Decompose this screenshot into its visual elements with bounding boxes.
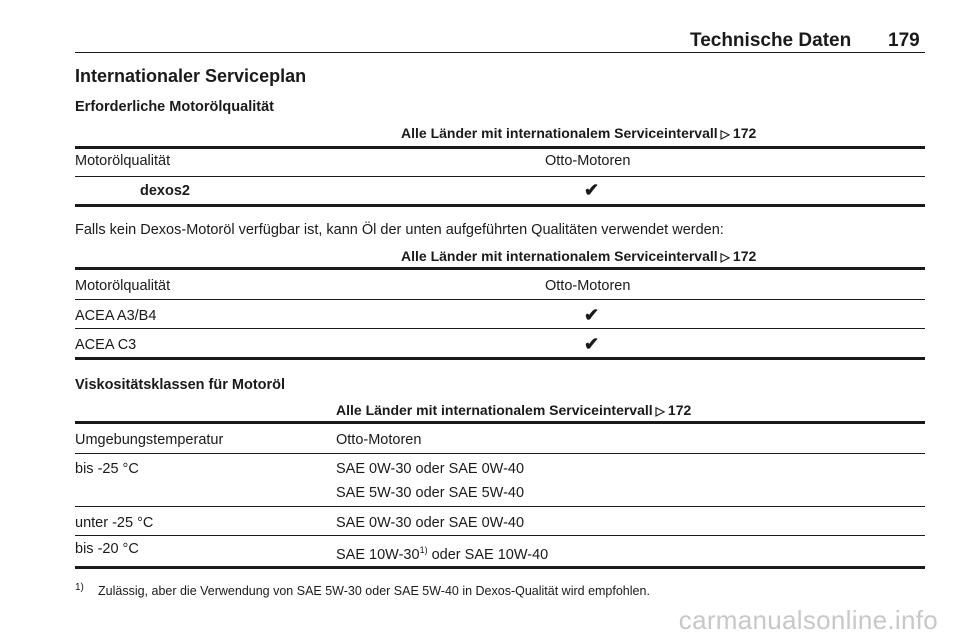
reference-arrow-icon[interactable]: ▷ <box>720 127 730 141</box>
page-header-title: Technische Daten <box>690 30 852 51</box>
fallback-note: Falls kein Dexos-Motoröl verfügbar ist, kann Öl der unten aufgeführten Qualitäten verwendet werden: <box>75 222 724 238</box>
reference-arrow-icon[interactable]: ▷ <box>655 404 665 418</box>
section-title: Internationaler Serviceplan <box>75 66 307 86</box>
table1-row-name: dexos2 <box>140 183 190 199</box>
table3-col1-header: Umgebungstemperatur <box>75 432 224 448</box>
table3-row-divider <box>75 506 925 507</box>
table1-caption <box>401 125 756 141</box>
table3-bottom-rule <box>75 566 925 569</box>
table3-row-temp: bis -20 °C <box>75 541 139 557</box>
table1-col2-header: Otto-Motoren <box>545 153 631 169</box>
footnote-reference[interactable]: 1) <box>419 545 428 555</box>
table1-caption-ref[interactable]: 172 <box>732 125 757 141</box>
table3-header-rule <box>75 453 925 454</box>
table1-col1-header: Motorölqualität <box>75 153 171 169</box>
table2-row-name: ACEA C3 <box>75 337 137 353</box>
table1-bottom-rule <box>75 204 925 207</box>
watermark: carmanualsonline.info <box>678 605 938 635</box>
check-icon: ✔ <box>584 305 600 325</box>
table2-col1-header: Motorölqualität <box>75 278 171 294</box>
viscosity-subheading: Viskositätsklassen für Motoröl <box>75 377 286 393</box>
check-icon: ✔ <box>584 334 600 354</box>
table3-col2-header: Otto-Motoren <box>336 432 422 448</box>
table2-caption-ref[interactable]: 172 <box>732 248 757 264</box>
motor-oil-subheading: Erforderliche Motorölqualität <box>75 99 274 115</box>
table3-row-spec: SAE 5W-30 oder SAE 5W-40 <box>336 485 525 501</box>
table2-row-name: ACEA A3/B4 <box>75 308 157 324</box>
spec-text: SAE 10W-30 <box>336 546 420 563</box>
table2-bottom-rule <box>75 357 925 360</box>
table2-col2-header: Otto-Motoren <box>545 278 631 294</box>
page-number: 179 <box>888 30 920 51</box>
table3-row-spec <box>336 545 548 563</box>
table1-caption-text: Alle Länder mit internationalem Serviceintervall <box>401 125 718 141</box>
table3-top-rule <box>75 421 925 424</box>
table3-caption-text: Alle Länder mit internationalem Serviceintervall <box>336 402 653 418</box>
check-icon: ✔ <box>584 180 600 200</box>
table2-caption-text: Alle Länder mit internationalem Serviceintervall <box>401 248 718 264</box>
table3-caption-ref[interactable]: 172 <box>667 402 692 418</box>
table3-row-temp: bis -25 °C <box>75 461 139 477</box>
table3-row-spec: SAE 0W-30 oder SAE 0W-40 <box>336 515 525 531</box>
table1-header-rule <box>75 176 925 177</box>
footnote-text: Zulässig, aber die Verwendung von SAE 5W-30 oder SAE 5W-40 in Dexos-Qualität wird empfohlen. <box>98 584 650 598</box>
table2-header-rule <box>75 299 925 300</box>
table1-top-rule <box>75 146 925 149</box>
footnote-mark: 1) <box>75 582 84 593</box>
table3-caption <box>336 402 691 418</box>
header-divider <box>75 52 925 53</box>
reference-arrow-icon[interactable]: ▷ <box>720 250 730 264</box>
table3-row-temp: unter -25 °C <box>75 515 154 531</box>
table3-row-divider <box>75 535 925 536</box>
table2-row-divider <box>75 328 925 329</box>
table2-caption <box>401 248 756 264</box>
table3-row-spec: SAE 0W-30 oder SAE 0W-40 <box>336 461 525 477</box>
spec-text: oder SAE 10W-40 <box>427 546 549 563</box>
table2-top-rule <box>75 267 925 270</box>
